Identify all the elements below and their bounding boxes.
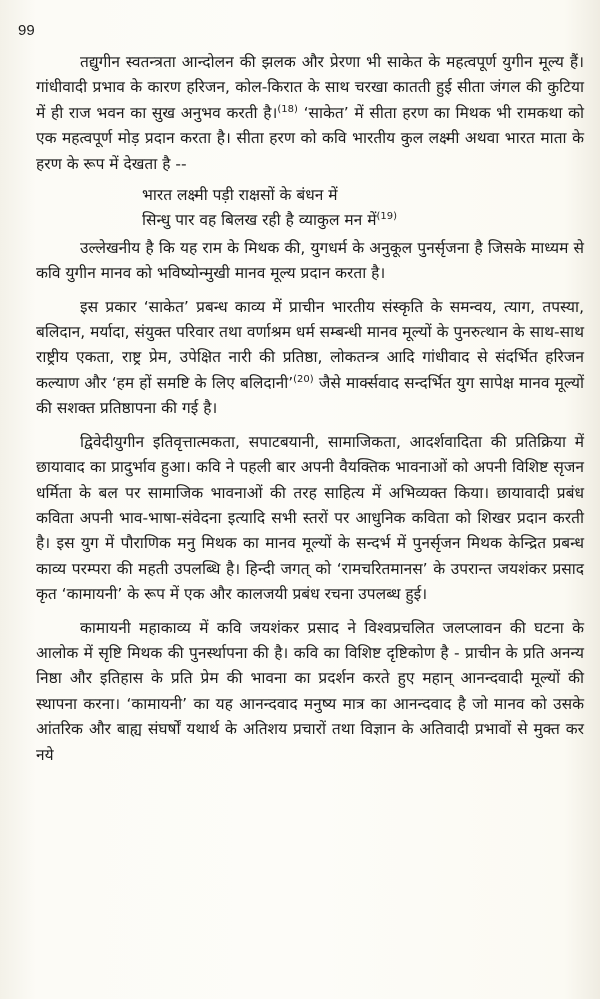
paragraph-2: उल्लेखनीय है कि यह राम के मिथक की, युगधर्म के अनुकूल पुनर्सृजना है जिसके माध्यम से कवि युगीन मानव को भविष्योन्मुखी मानव मूल्य प्रदान करता है। (36, 238, 584, 283)
verse-line-1: भारत लक्ष्मी पड़ी राक्षसों के बंधन में (142, 186, 338, 205)
footnote-ref-18: (18) (277, 103, 298, 115)
paragraph-5: कामायनी महाकाव्य में कवि जयशंकर प्रसाद ने विश्वप्रचलित जलप्लावन की घटना के आलोक में सृष्टि मिथक की पुनर्स्थापना की है। कवि का विशिष्ट दृष्टिकोण है - प्राचीन के प्रति अनन्य निष्ठा और इतिहास के प्रति प्रेम की भावना का प्रदर्शन करते हुए महान् आनन्दवादी मूल्यों की स्थापना करना। ‘कामायनी’ का यह आनन्दवाद मनुष्य मात्र का आनन्दवाद है जो मानव को उसके आंतरिक और बाह्य संघर्षों यथार्थ के अतिशय प्रचारों तथा विज्ञान के अतिवादी प्रभावों से मुक्त कर नये (36, 618, 584, 764)
page-number: 99 (18, 22, 35, 39)
footnote-ref-19: (19) (376, 211, 398, 223)
verse-quote (36, 183, 584, 234)
paragraph-4: द्विवेदीयुगीन इतिवृत्तात्मकता, सपाटबयानी, सामाजिकता, आदर्शवादिता की प्रतिक्रिया में छायावाद का प्रादुर्भाव हुआ। कवि ने पहली बार अपनी वैयक्तिक भावनाओं को अपनी विशिष्ट सृजन धर्मिता के बल पर सामाजिक भावनाओं की तरह साहित्य में अभिव्यक्त किया। छायावादी प्रबंध कविता अपनी भाव-भाषा-संवेदना इत्यादि सभी स्तरों पर आधुनिक कविता को शिखर प्रदान करती है। इस युग में पौराणिक मनु मिथक का मानव मूल्यों के सन्दर्भ में पुनर्सृजन मिथक केन्द्रित प्रबन्ध काव्य परम्परा की महती उपलब्धि है। हिन्दी जगत् को ‘रामचरितमानस’ के उपरान्त जयशंकर प्रसाद कृत ‘कामायनी’ के रूप में एक और कालजयी प्रबंध रचना उपलब्ध हुई। (36, 432, 584, 604)
body-text (36, 50, 584, 768)
paragraph-1 (36, 50, 584, 177)
verse-line-2-text: सिन्धु पार वह बिलख रही है व्याकुल मन में (142, 211, 377, 230)
paragraph-1-text: तद्युगीन स्वतन्त्रता आन्दोलन की झलक और प्रेरणा भी साकेत के महत्वपूर्ण युगीन मूल्य हैं। गांधीवादी प्रभाव के कारण हरिजन, कोल-किरात के साथ चरखा कातती हुई सीता जंगल की कुटिया में ही राज भवन का सुख अनुभव करती है। (36, 53, 584, 122)
paragraph-3-text-after: जैसे मार्क्सवाद सन्दर्भित युग सापेक्ष मानव मूल्यों की सशक्त प्रतिष्ठापना की गई है। (36, 373, 584, 418)
paragraph-1-text-after: ‘साकेत’ में सीता हरण का मिथक भी रामकथा को एक महत्वपूर्ण मोड़ प्रदान करता है। सीता हरण को कवि भारतीय कुल लक्ष्मी अथवा भारत माता के हरण के रूप में देखता है -- (36, 103, 584, 173)
verse-line-2 (36, 208, 584, 233)
paragraph-3 (36, 295, 584, 422)
paragraph-3-text: इस प्रकार ‘साकेत’ प्रबन्ध काव्य में प्राचीन भारतीय संस्कृति के समन्वय, त्याग, तपस्या, बलिदान, मर्यादा, संयुक्त परिवार तथा वर्णाश्रम धर्म सम्बन्धी मानव मूल्यों के पुनरुत्थान के साथ-साथ राष्ट्रीय एकता, राष्ट्र प्रेम, उपेक्षित नारी की प्रतिष्ठा, लोकतन्त्र आदि गांधीवाद से संदर्भित हरिजन कल्याण और ‘हम हों समष्टि के लिए बलिदानी’ (36, 297, 584, 392)
footnote-ref-20: (20) (293, 373, 314, 385)
